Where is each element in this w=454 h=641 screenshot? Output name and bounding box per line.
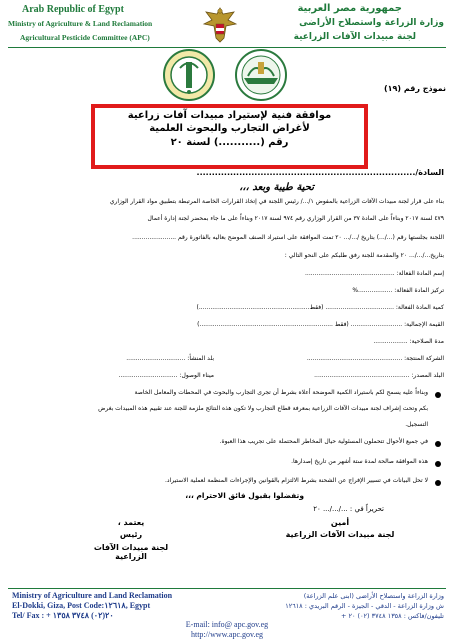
field-total-value: القيمة الإجمالية: ........................... (فقط ......................................................................) bbox=[197, 321, 444, 328]
signature-secretary-org: لجنة مبيدات الآفات الزراعية bbox=[285, 530, 395, 539]
signature-secretary-title: أمين bbox=[330, 518, 350, 527]
title-line-1: موافقة فنية لإستيراد مبيدات آفات زراعية bbox=[127, 110, 332, 121]
field-arrival-port: ميناء الوصول: ............................... bbox=[118, 372, 214, 379]
footer-divider bbox=[8, 588, 446, 589]
field-manufacturer: الشركة المنتجة: .................................................. bbox=[306, 355, 444, 362]
footer-email-link[interactable]: E-mail: info@ apc.gov.eg bbox=[185, 620, 269, 629]
bullet-icon bbox=[435, 392, 441, 398]
bullet-icon bbox=[435, 461, 441, 467]
header-en-country: Arab Republic of Egypt bbox=[22, 4, 124, 15]
date-written: تحريراً في : .../.../... ٢٠ bbox=[313, 505, 384, 513]
field-active-ingredient: إسم المادة الفعالة: ............................................... bbox=[305, 270, 444, 277]
title-line-2: لأغراض التجارب والبحوث العلمية bbox=[149, 123, 310, 134]
footer-en-ministry: Ministry of Agriculture and Land Reclamation bbox=[12, 591, 173, 600]
footer-website-link[interactable]: http://www.apc.gov.eg bbox=[190, 630, 264, 639]
footer-ar-ministry: وزارة الزراعة واستصلاح الأراضى (ابنى علم الزراعة) bbox=[303, 592, 444, 600]
greeting: تحية طيبة وبعد ،،، bbox=[239, 182, 314, 193]
condition-1-line-1: وبناءاً عليه يسمح لكم باستيراد الكمية الموضحة أعلاه بشرط أن تجرى التجارب والبحوث في المحطات والمعامل الخاصة bbox=[134, 389, 428, 396]
signature-chairman-org: لجنة مبيدات الآفات الزراعية bbox=[93, 543, 169, 561]
condition-1-line-2: بكم وتحت إشراف لجنة مبيدات الآفات الزراعية بمعرفة قطاع التجارب ولا تكون هذه النتائج ملزمة للجنة عند تقييم هذه المبيدات بغرض bbox=[98, 405, 428, 412]
condition-1-line-3: التسجيل. bbox=[405, 421, 428, 428]
header-ar-country: جمهورية مصر العربية bbox=[297, 3, 402, 14]
salutation: السادة/........................................................................ bbox=[196, 168, 444, 177]
field-origin: بلد المنشأ: ............................... bbox=[126, 355, 214, 362]
condition-4: لا تحل البيانات في تسيير الإفراج عن الشحنة بشرط الالتزام بالقوانين والإجراءات المنظمة لعملية الاستيراد. bbox=[165, 477, 428, 484]
header-ar-committee: لجنة مبيدات الآفات الزراعية bbox=[293, 32, 416, 42]
closing-remark: وتفضلوا بقبول فائق الاحترام ،،، bbox=[185, 491, 304, 500]
field-concentration: تركيز المادة الفعالة: ..................% bbox=[352, 287, 444, 294]
field-validity: مدة الصلاحية: .................. bbox=[373, 338, 444, 345]
footer-en-phone: Tel/ Fax : + ٢٠(٠٢) ٣٧٤٨ ١٣٥٨ bbox=[12, 611, 114, 620]
signature-approval-label: يعتمد ، bbox=[117, 518, 145, 527]
signature-chairman-role: رئيس bbox=[119, 530, 143, 539]
condition-2: في جميع الأحوال تتحملون المسئولية حيال المخاطر المحتملة على تجريب هذا العبوة. bbox=[219, 438, 428, 445]
paragraph-line-2: ٤٧٩ لسنة ٢٠١٧ وبناءاً على المادة ٣٧ من القرار الوزاري رقم ٩٧٤ لسنة ٢٠١٧ وبناءاً على ما جاء بمحضر لجنة إدارة أعمال bbox=[147, 215, 444, 222]
field-quantity: كمية المادة الفعالة: .................................... (فقط..........................................................) bbox=[196, 304, 444, 311]
paragraph-line-1: بناء على قرار لجنة مبيدات الآفات الزراعية بالمفوض ١/.../ رئيس اللجنة في إتخاذ القرارات الخاصة المرتبطة بتطبيق مواد القرار الوزاري bbox=[109, 198, 444, 205]
eagle-emblem-icon bbox=[198, 4, 242, 46]
header-ar-ministry: وزارة الزراعة واستصلاح الأراضى bbox=[299, 18, 444, 28]
apc-seal-right-icon bbox=[234, 48, 288, 102]
bullet-icon bbox=[435, 480, 441, 486]
paragraph-line-3: اللجنة بجلستها رقم (.../...) بتاريخ /.../... ٢٠ تمت الموافقة على استيراد الصنف الموضح بعاليه بالفاتورة رقم ....................... bbox=[132, 234, 444, 241]
footer-ar-address: ش وزارة الزراعة - الدقي - الجيزة - الرقم البريدي : ١٢٦١٨ bbox=[285, 602, 444, 610]
field-export-country: البلد المصدر: .................................................. bbox=[314, 372, 444, 379]
header-en-committee: Agricultural Pesticide Committee (APC) bbox=[20, 33, 150, 42]
bullet-icon bbox=[435, 441, 441, 447]
header-en-ministry: Ministry of Agriculture & Land Reclamation bbox=[8, 19, 153, 28]
header-divider bbox=[8, 47, 446, 48]
apc-seal-left-icon bbox=[162, 48, 216, 102]
title-line-3: رقم (...........) لسنة ٢٠ bbox=[170, 137, 289, 148]
paragraph-line-4: بتاريخ.../.../... ٢٠ والمقدمة للجنة رفق طلبكم على النحو التالي : bbox=[284, 252, 444, 259]
footer-en-address: El-Dokki, Giza, Post Code:١٢٦١٨, Egypt bbox=[12, 601, 151, 610]
condition-3: هذه الموافقة صالحة لمدة ستة أشهر من تاريخ إصدارها. bbox=[291, 458, 428, 465]
footer-ar-phone: تليفون/فاكس : ١٣٥٨ ٣٧٤٨ (٠٢) ٢٠ + bbox=[340, 612, 444, 620]
form-number: نموذج رقم (١٩) bbox=[383, 84, 446, 93]
